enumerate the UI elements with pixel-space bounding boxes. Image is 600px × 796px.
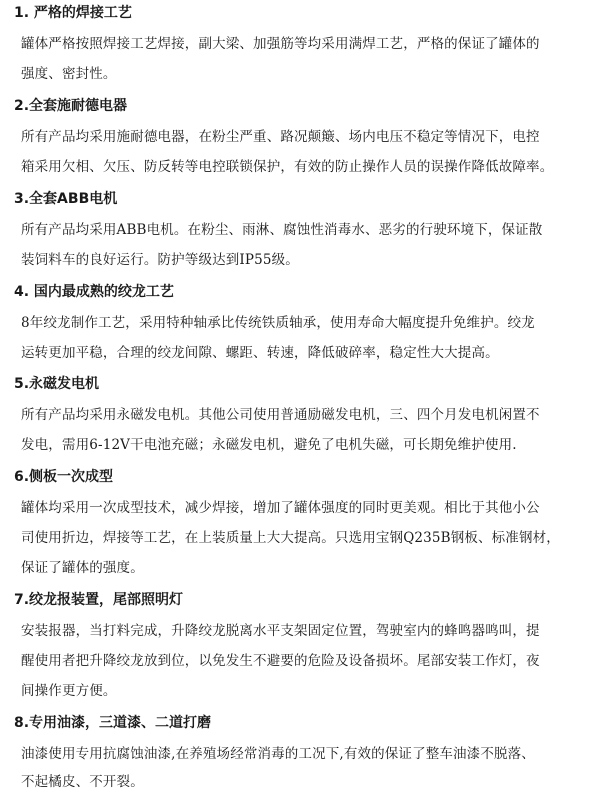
section-8-line-2: 不起橘皮、不开裂。 <box>21 774 144 790</box>
section-2-heading: 2.全套施耐德电器 <box>14 98 128 114</box>
section-3-line-1: 所有产品均采用ABB电机。在粉尘、雨淋、腐蚀性消毒水、恶劣的行驶环境下，保证散 <box>21 222 543 238</box>
section-4-line-1: 8年绞龙制作工艺，采用特种轴承比传统铁质轴承，使用寿命大幅度提升免维护。绞龙 <box>21 315 535 331</box>
section-5-line-2: 发电，需用6-12V干电池充磁；永磁发电机，避免了电机失磁，可长期免维护使用. <box>21 437 517 453</box>
section-6-heading: 6.侧板一次成型 <box>14 469 114 485</box>
section-2-line-2: 箱采用欠相、欠压、防反转等电控联锁保护，有效的防止操作人员的误操作降低故障率。 <box>21 159 554 175</box>
section-7-heading: 7.绞龙报装置，尾部照明灯 <box>14 592 184 608</box>
section-6-line-2: 司使用折边，焊接等工艺，在上装质量上大大提高。只选用宝钢Q235B钢板、标准钢材， <box>21 530 560 546</box>
section-8-line-1: 油漆使用专用抗腐蚀油漆,在养殖场经常消毒的工况下,有效的保证了整车油漆不脱落、 <box>21 746 535 762</box>
section-3-heading: 3.全套ABB电机 <box>14 191 118 207</box>
section-8-heading: 8.专用油漆，三道漆、二道打磨 <box>14 715 212 731</box>
section-7-line-3: 间操作更方便。 <box>21 683 117 699</box>
section-7-line-2: 醒使用者把升降绞龙放到位，以免发生不避要的危险及设备损坏。尾部安装工作灯，夜 <box>21 653 540 669</box>
section-7-line-1: 安装报器，当打料完成，升降绞龙脱离水平支架固定位置，驾驶室内的蜂鸣器鸣叫，提 <box>21 623 540 639</box>
section-6-line-1: 罐体均采用一次成型技术，减少焊接，增加了罐体强度的同时更美观。相比于其他小公 <box>21 500 540 516</box>
section-1-heading: 1. 严格的焊接工艺 <box>14 5 132 21</box>
section-6-line-3: 保证了罐体的强度。 <box>21 560 144 576</box>
section-3-line-2: 装饲料车的良好运行。防护等级达到IP55级。 <box>21 252 299 268</box>
section-4-line-2: 运转更加平稳，合理的绞龙间隙、螺距、转速，降低破碎率，稳定性大大提高。 <box>21 345 499 361</box>
section-1-line-2: 强度、密封性。 <box>21 66 117 82</box>
section-5-heading: 5.永磁发电机 <box>14 376 100 392</box>
section-2-line-1: 所有产品均采用施耐德电器，在粉尘严重、路况颠簸、场内电压不稳定等情况下，电控 <box>21 129 540 145</box>
section-1-line-1: 罐体严格按照焊接工艺焊接，副大梁、加强筋等均采用满焊工艺，严格的保证了罐体的 <box>21 36 540 52</box>
section-4-heading: 4. 国内最成熟的绞龙工艺 <box>14 284 174 300</box>
section-5-line-1: 所有产品均采用永磁发电机。其他公司使用普通励磁发电机，三、四个月发电机闲置不 <box>21 407 540 423</box>
